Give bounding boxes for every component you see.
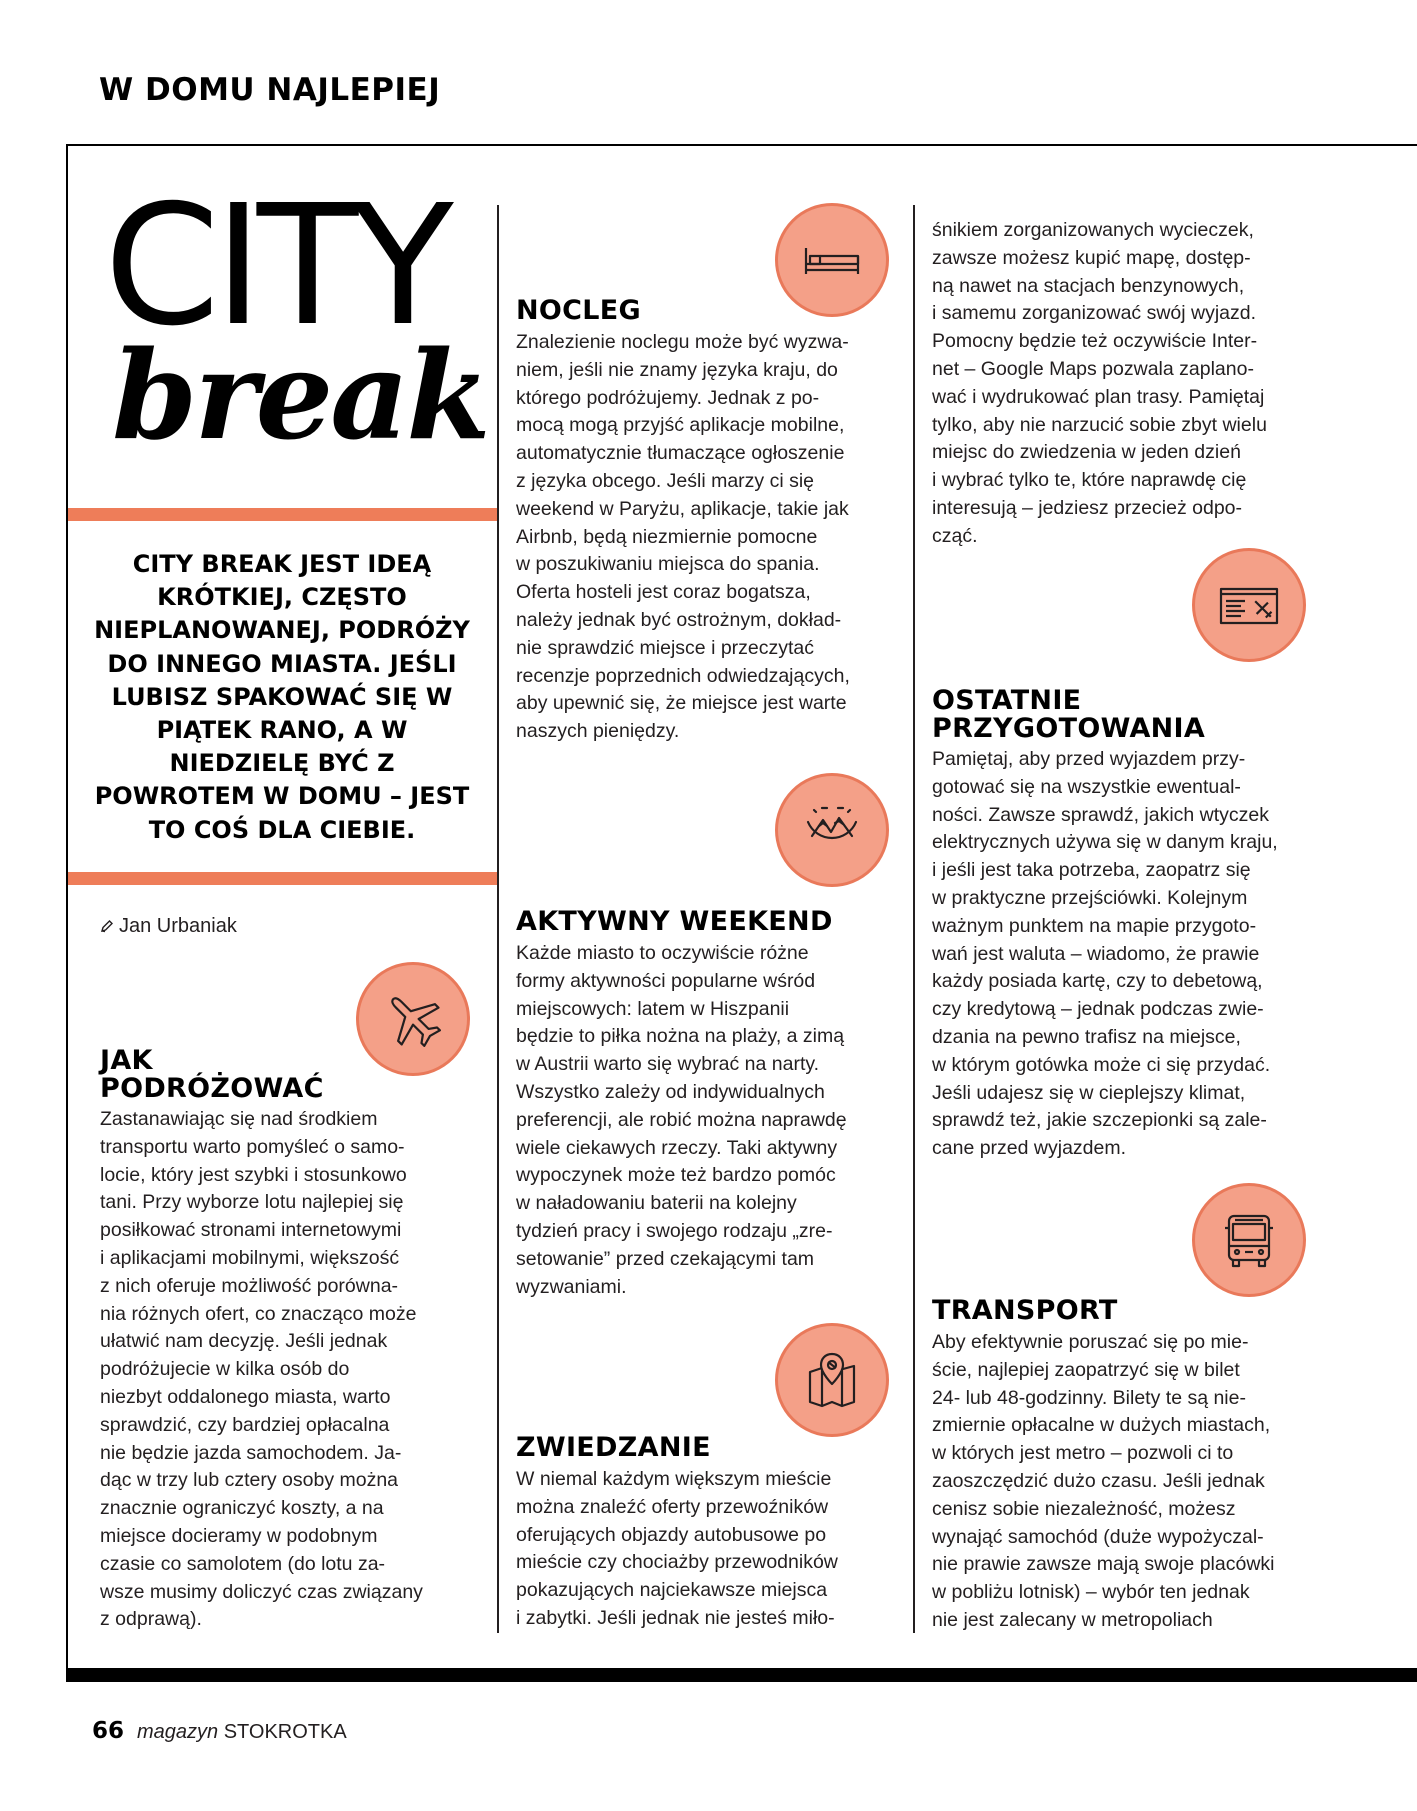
author-credit — [100, 913, 237, 939]
body-transport: Aby efektywnie poruszać się po mie- ście, najlepiej zaopatrzyć się w bilet 24- lub 48-godzinny. Bilety te są nie- zmiernie opłacalne w dużych miastach, w których jest metro – pozwoli ci to zaoszczędzić dużo czasu. Jeśli jednak cenisz sobie niezależność, możesz wynająć samochód (duże wypożyczal- nie prawie zawsze mają swoje placówki w pobliżu lotnisk) – wybór ten jednak nie jest zalecany w metropoliach — [932, 1331, 1275, 1631]
accent-bar-bottom — [68, 872, 497, 885]
map-pin-icon-badge — [775, 1323, 889, 1437]
magazine-name — [137, 1721, 347, 1744]
mountains-icon — [798, 796, 866, 864]
map-pin-icon — [798, 1346, 866, 1414]
heading-nocleg: NOCLEG — [516, 295, 641, 326]
boarding-pass-icon — [1215, 571, 1283, 639]
body-ostatnie: Pamiętaj, aby przed wyjazdem przy- gotować się na wszystkie ewentual- ności. Zawsze sprawdź, jakich wtyczek elektrycznych używa się w danym kraju, i jeśli jest taka potrzeba, zaopatrz się w praktyczne przejściówki. Kolejnym ważnym punktem na mapie przygoto- wań jest waluta – wiadomo, że prawie każdy posiada kartę, czy to debetową, czy kredytową – jednak podczas zwie- dzania na pewno trafisz na miejsce, w którym gotówka może ci się przydać. Jeśli udajesz się w cieplejszy klimat, sprawdź też, jakie szczepionki są zale- cane przed wyjazdem. — [932, 748, 1278, 1160]
section-header: W DOMU NAJLEPIEJ — [99, 72, 441, 108]
bus-icon-badge — [1192, 1183, 1306, 1297]
body-aktywny: Każde miasto to oczywiście różne formy aktywności popularne wśród miejscowych: latem w Hiszpanii będzie to piłka nożna na plaży, a zimą w Austrii warto się wybrać na narty. Wszystko zależy od indywidualnych preferencji, ale robić można naprawdę wiele ciekawych rzeczy. Taki aktywny wypoczynek może też bardzo pomóc w naładowaniu baterii na kolejny tydzień pracy i swojego rodzaju „zre- setowanie” przed czekającymi tam wyzwaniami. — [516, 942, 847, 1298]
magazine-title: STOKROTKA — [223, 1721, 347, 1743]
heading-jak-l2: PODRÓŻOWAĆ — [100, 1073, 324, 1104]
body-zwiedzanie-continued: śnikiem zorganizowanych wycieczek, zawsze możesz kupić mapę, dostęp- ną nawet na stacjach benzynowych, i samemu zorganizować swój wyjazd. Pomocny będzie też oczywiście Inter- net – Google Maps pozwala zaplano- wać i wydrukować plan trasy. Pamiętaj tylko, aby nie narzucić sobie zbyt wielu miejsc do zwiedzenia w jeden dzień i wybrać tylko te, które naprawdę cię interesują – jedziesz przecież odpo- cząć. — [932, 219, 1267, 547]
bus-icon — [1215, 1206, 1283, 1274]
column-divider-1 — [497, 205, 499, 1633]
body-zwiedzanie: W niemal każdym większym mieście można znaleźć oferty przewoźników oferujących objazdy autobusowe po mieście czy chociażby przewodników pokazujących najciekawsze miejsca i zabytki. Jeśli jednak nie jesteś miło- — [516, 1468, 838, 1629]
column-divider-2 — [913, 205, 915, 1633]
frame-top-rule — [66, 144, 1417, 146]
frame-left-rule — [66, 144, 68, 1676]
boarding-pass-icon-badge — [1192, 548, 1306, 662]
magazine-prefix: magazyn — [137, 1721, 219, 1743]
heading-ostatnie-l1: OSTATNIE — [932, 685, 1082, 716]
body-jak: Zastanawiając się nad środkiem transportu warto pomyśleć o samo- locie, który jest szybki i stosunkowo tani. Przy wyborze lotu najlepiej się posiłkować stronami internetowymi i aplikacjami mobilnymi, większość z nich oferuje możliwość porówna- nia różnych ofert, co znacząco może ułatwić nam decyzję. Jeśli jednak podróżujecie w kilka osób do niezbyt oddalonego miasta, warto sprawdzić, czy bardziej opłacalna nie będzie jazda samochodem. Ja- dąc w trzy lub cztery osoby można znacznie ograniczyć koszty, a na miejsce docieramy w podobnym czasie co samolotem (do lotu za- wsze musimy doliczyć czas związany z odprawą). — [100, 1108, 423, 1631]
page-number: 66 — [92, 1718, 125, 1744]
pen-icon — [100, 919, 114, 933]
heading-transport: TRANSPORT — [932, 1295, 1118, 1326]
bed-icon-badge — [775, 203, 889, 317]
heading-zwiedzanie: ZWIEDZANIE — [516, 1432, 711, 1463]
accent-bar-top — [68, 508, 497, 521]
author-name: Jan Urbaniak — [119, 915, 237, 937]
airplane-icon-badge — [356, 962, 470, 1076]
heading-ostatnie-l2: PRZYGOTOWANIA — [932, 713, 1206, 744]
title-break: break — [112, 323, 488, 467]
mountains-icon-badge — [775, 773, 889, 887]
bed-icon — [798, 226, 866, 294]
body-nocleg: Znalezienie noclegu może być wyzwa- niem, jeśli nie znamy języka kraju, do którego podróżujemy. Jednak z po- mocą mogą przyjść aplikacje mobilne, automatycznie tłumaczące ogłoszenie z języka obcego. Jeśli marzy ci się weekend w Paryżu, aplikacje, takie jak Airbnb, będą niezmiernie pomocne w poszukiwaniu miejsca do spania. Oferta hosteli jest coraz bogatsza, należy jednak być ostrożnym, dokład- nie sprawdzić miejsce i przeczytać recenzje poprzednich odwiedzających, aby upewnić się, że miejsce jest warte naszych pieniędzy. — [516, 331, 850, 743]
airplane-icon — [379, 985, 447, 1053]
lead-paragraph: CITY BREAK JEST IDEĄ KRÓTKIEJ, CZĘSTO NIEPLANOWANEJ, PODRÓŻY DO INNEGO MIASTA. JEŚLI LUBISZ SPAKOWAĆ SIĘ W PIĄTEK RANO, A W NIEDZIELĘ BYĆ Z POWROTEM W DOMU – JEST TO COŚ DLA CIEBIE. — [94, 550, 470, 844]
title-city: CITY — [104, 170, 448, 363]
frame-bottom-rule — [66, 1668, 1417, 1682]
heading-aktywny: AKTYWNY WEEKEND — [516, 906, 833, 937]
heading-jak-l1: JAK — [100, 1045, 153, 1076]
